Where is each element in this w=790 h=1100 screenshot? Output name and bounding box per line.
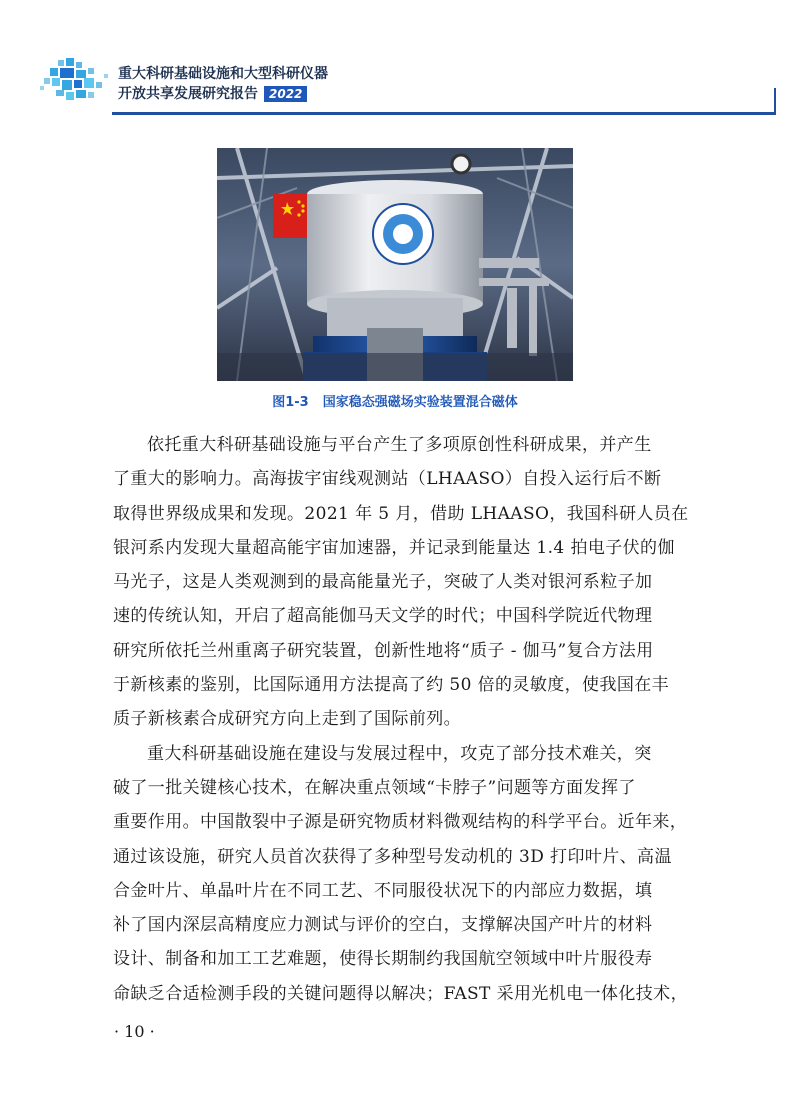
text-line: 依托重大科研基础设施与平台产生了多项原创性科研成果，并产生 <box>147 435 652 455</box>
figure-number: 图1-3 <box>272 395 309 410</box>
text-line: 破了一批关键核心技术，在解决重点领域“卡脖子”问题等方面发挥了 <box>113 777 636 798</box>
figure-caption-text: 国家稳态强磁场实验装置混合磁体 <box>322 395 518 410</box>
body-text <box>113 428 689 1011</box>
text-line: 研究所依托兰州重离子研究装置，创新性地将“质子 - 伽马”复合方法用 <box>113 640 654 661</box>
report-title <box>118 64 328 104</box>
report-logo-icon <box>36 54 116 104</box>
text-line: 银河系内发现大量超高能宇宙加速器，并记录到能量达 1.4 拍电子伏的伽 <box>113 537 675 558</box>
report-title-line2: 开放共享发展研究报告 <box>118 86 258 102</box>
text-line: 重大科研基础设施在建设与发展过程中，攻克了部分技术难关，突 <box>147 743 652 764</box>
text-line: 了重大的影响力。高海拔宇宙线观测站（LHAASO）自投入运行后不断 <box>113 469 662 490</box>
year-badge: 2022 <box>264 86 307 102</box>
text-line: 通过该设施，研究人员首次获得了多种型号发动机的 3D 打印叶片、高温 <box>113 846 672 867</box>
text-line: 取得世界级成果和发现。2021 年 5 月，借助 LHAASO，我国科研人员在 <box>113 503 689 524</box>
paragraph <box>113 428 689 737</box>
header-rule <box>112 112 775 115</box>
figure-caption <box>217 391 573 410</box>
text-line: 设计、制备和加工工艺难题，使得长期制约我国航空领域中叶片服役寿 <box>113 949 653 970</box>
text-line: 速的传统认知，开启了超高能伽马天文学的时代；中国科学院近代物理 <box>113 606 653 627</box>
hybrid-magnet-photo <box>217 148 573 381</box>
text-line: 质子新核素合成研究方向上走到了国际前列。 <box>113 709 461 730</box>
page-number: · 10 · <box>114 1022 155 1041</box>
text-line: 命缺乏合适检测手段的关键问题得以解决；FAST 采用光机电一体化技术， <box>113 983 688 1004</box>
text-line: 补了国内深层高精度应力测试与评价的空白，支撑解决国产叶片的材料 <box>113 915 653 936</box>
text-line: 重要作用。中国散裂中子源是研究物质材料微观结构的科学平台。近年来， <box>113 812 688 833</box>
report-title-line1: 重大科研基础设施和大型科研仪器 <box>118 66 328 82</box>
page-header <box>0 0 790 118</box>
header-edge-mark <box>774 88 776 115</box>
paragraph <box>113 737 688 1011</box>
text-line: 合金叶片、单晶叶片在不同工艺、不同服役状况下的内部应力数据，填 <box>113 880 653 901</box>
text-line: 马光子，这是人类观测到的最高能量光子，突破了人类对银河系粒子加 <box>113 572 653 593</box>
text-line: 于新核素的鉴别，比国际通用方法提高了约 50 倍的灵敏度，使我国在丰 <box>113 675 670 696</box>
